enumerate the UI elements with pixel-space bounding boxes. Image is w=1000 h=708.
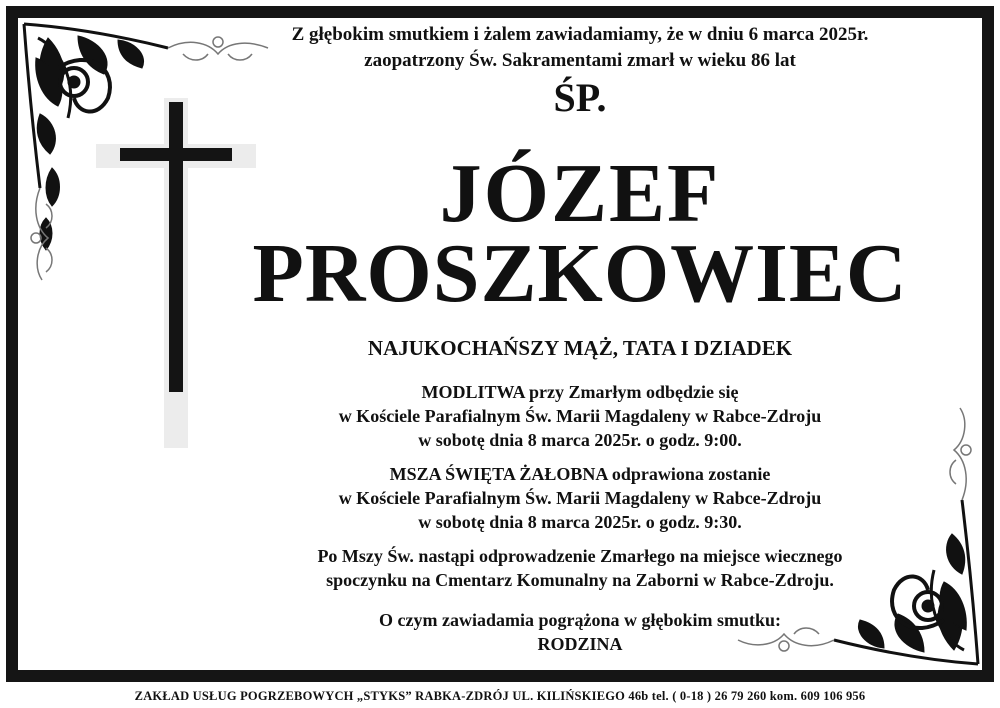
mass-line: w Kościele Parafialnym Św. Marii Magdaleny w Rabce-Zdroju [338,488,822,508]
burial-line: spoczynku na Cmentarz Komunalny na Zaborni w Rabce-Zdroju. [326,570,834,590]
family-relation: NAJUKOCHAŃSZY MĄŻ, TATA I DZIADEK [367,336,793,360]
deceased-first-name: JÓZEF [439,147,721,240]
funeral-home-footer: ZAKŁAD USŁUG POGRZEBOWYCH „STYKS” RABKA-ZDRÓJ UL. KILIŃSKIEGO 46b tel. ( 0-18 ) 26 79 260 kom. 609 106 956 [134,689,866,703]
intro-line: zaopatrzony Św. Sakramentami zmarł w wieku 86 lat [364,50,796,71]
deceased-last-name: PROSZKOWIEC [252,227,908,320]
burial-section [200,544,960,592]
closing-line: O czym zawiadamia pogrążona w głębokim smutku: [379,610,781,630]
closing-section [200,608,960,656]
burial-line: Po Mszy Św. nastąpi odprowadzenie Zmarłego na miejsce wiecznego [317,546,843,566]
prayer-line: w Kościele Parafialnym Św. Marii Magdaleny w Rabce-Zdroju [338,406,822,426]
intro-line: Z głębokim smutkiem i żalem zawiadamiamy, że w dniu 6 marca 2025r. [291,24,869,45]
prayer-line: MODLITWA przy Zmarłym odbędzie się [421,382,739,402]
announcement-intro [200,22,960,74]
prayer-section [200,380,960,452]
sp-title: ŚP. [553,75,607,120]
prayer-line: w sobotę dnia 8 marca 2025r. o godz. 9:00. [418,430,742,450]
mass-section [200,462,960,534]
family-signature: RODZINA [537,634,623,654]
mass-line: MSZA ŚWIĘTA ŻAŁOBNA odprawiona zostanie [389,464,771,484]
mass-line: w sobotę dnia 8 marca 2025r. o godz. 9:30. [418,512,742,532]
